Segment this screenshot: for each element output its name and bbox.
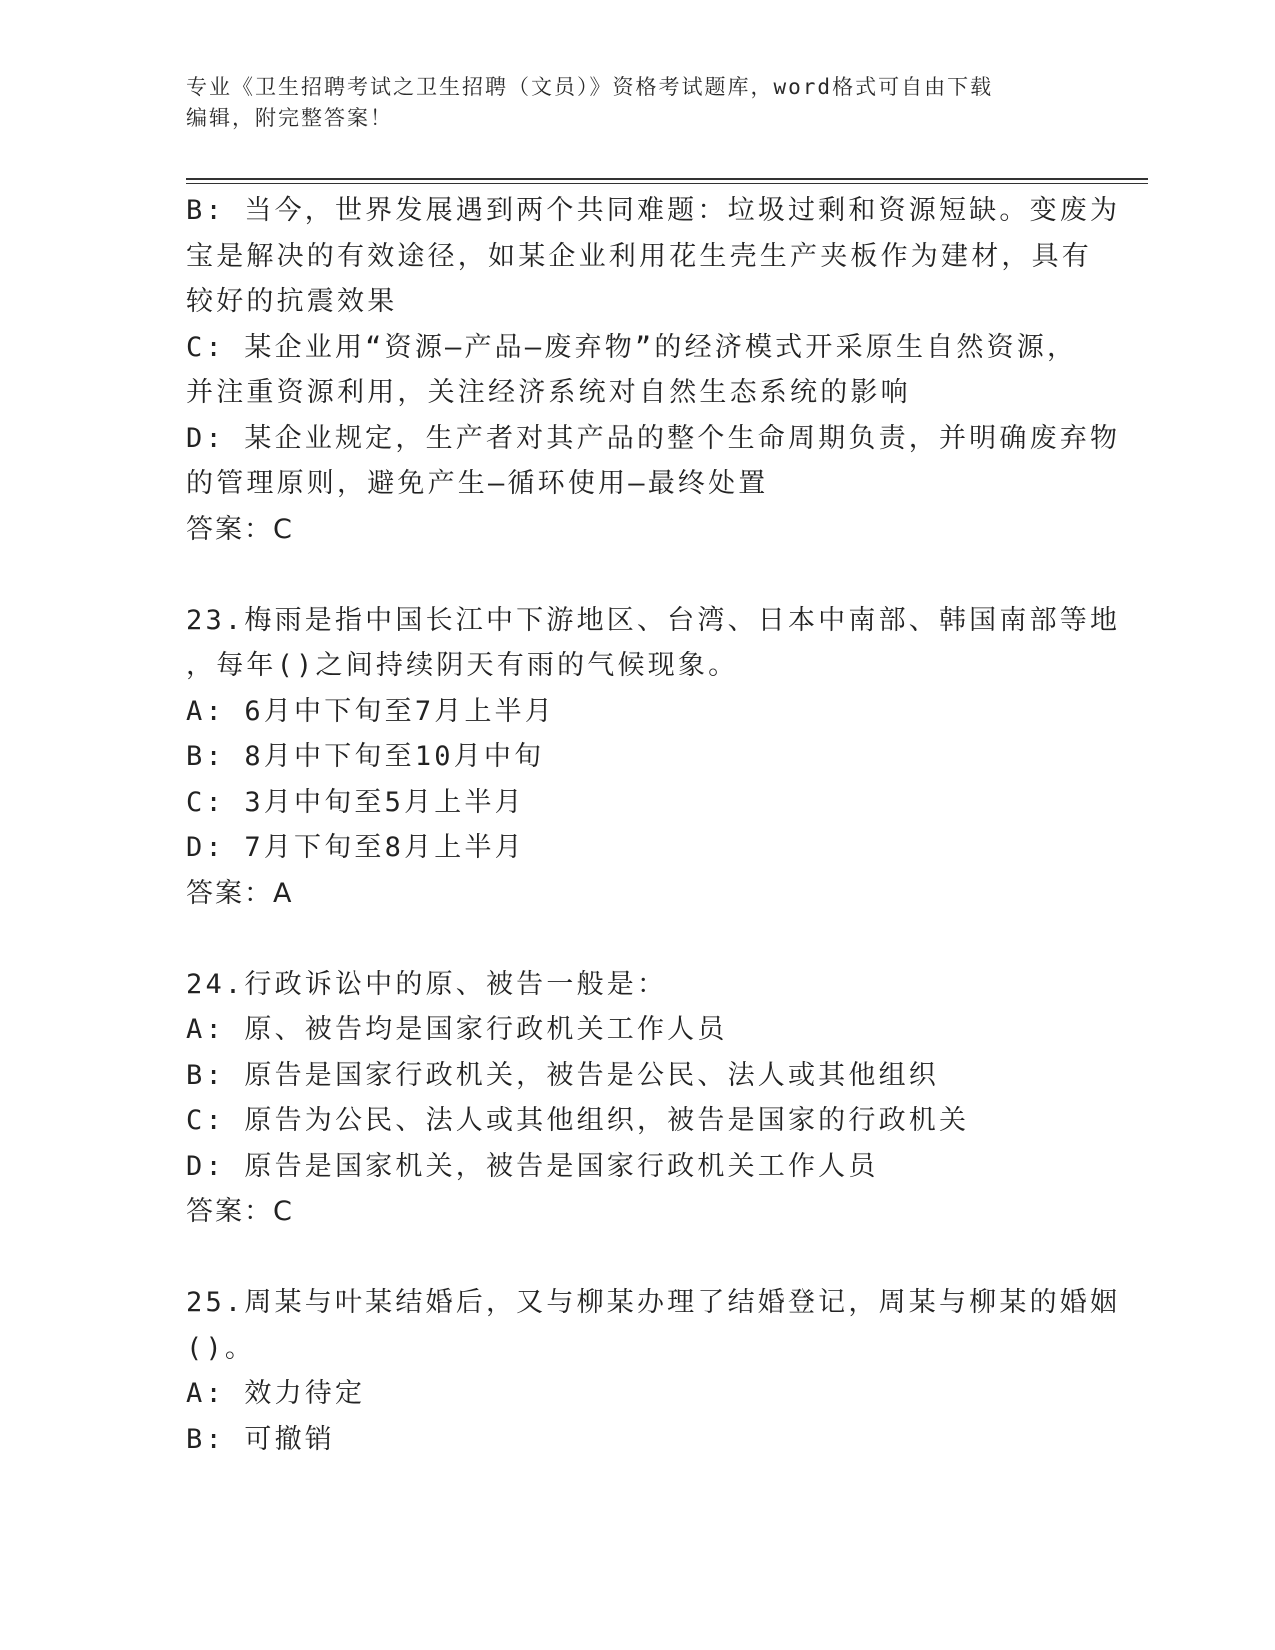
option-b: B: 8月中下旬至10月中旬 xyxy=(186,741,545,772)
option-d xyxy=(186,416,1121,507)
option-b-line-2: 宝是解决的有效途径，如某企业利用花生壳生产夹板作为建材，具有 xyxy=(186,240,1092,272)
question-23 xyxy=(186,598,1121,917)
option-c-line-2: 并注重资源利用，关注经济系统对自然生态系统的影响 xyxy=(186,377,911,408)
question-23-text-line-2: ，每年()之间持续阴天有雨的气候现象。 xyxy=(186,650,739,681)
document-header xyxy=(186,72,1066,134)
option-a: A: 效力待定 xyxy=(186,1378,366,1409)
spacer xyxy=(186,552,1086,598)
header-divider-thin xyxy=(186,183,1148,184)
question-23-text-line-1: 23.梅雨是指中国长江中下游地区、台湾、日本中南部、韩国南部等地 xyxy=(186,604,1121,636)
answer-23: 答案：A xyxy=(186,877,294,909)
option-c: C: 3月中旬至5月上半月 xyxy=(186,786,525,818)
question-24-text: 24.行政诉讼中的原、被告一般是： xyxy=(186,968,668,1000)
option-a: A: 6月中下旬至7月上半月 xyxy=(186,695,556,727)
option-b xyxy=(186,188,1121,325)
question-25-text-line-2: ()。 xyxy=(186,1332,256,1364)
spacer xyxy=(186,1235,1086,1281)
header-line-2: 编辑，附完整答案！ xyxy=(186,106,393,130)
header-divider-thick xyxy=(186,178,1148,180)
option-c-line-1: C: 某企业用“资源—产品—废弃物”的经济模式开采原生自然资源， xyxy=(186,331,1078,363)
question-25-text-line-1: 25.周某与叶某结婚后，又与柳某办理了结婚登记，周某与柳某的婚姻 xyxy=(186,1287,1121,1318)
question-25 xyxy=(186,1280,1121,1462)
option-b-line-3: 较好的抗震效果 xyxy=(186,286,398,317)
question-22 xyxy=(186,188,1121,552)
option-b: B: 可撤销 xyxy=(186,1423,335,1455)
question-24 xyxy=(186,962,1086,1235)
answer-22: 答案：C xyxy=(186,513,294,545)
option-c xyxy=(186,325,1086,416)
document-body xyxy=(186,188,1121,1462)
header-line-1: 专业《卫生招聘考试之卫生招聘（文员）》资格考试题库，word格式可自由下载 xyxy=(186,75,994,99)
option-b-line-1: B: 当今，世界发展遇到两个共同难题：垃圾过剩和资源短缺。变废为 xyxy=(186,195,1121,226)
answer-24: 答案：C xyxy=(186,1196,294,1227)
option-d-line-2: 的管理原则，避免产生—循环使用—最终处置 xyxy=(186,468,769,499)
option-b: B: 原告是国家行政机关，被告是公民、法人或其他组织 xyxy=(186,1059,939,1091)
option-c: C: 原告为公民、法人或其他组织，被告是国家的行政机关 xyxy=(186,1105,970,1136)
option-a: A: 原、被告均是国家行政机关工作人员 xyxy=(186,1014,728,1045)
option-d-line-1: D: 某企业规定，生产者对其产品的整个生命周期负责，并明确废弃物 xyxy=(186,422,1121,454)
option-d: D: 原告是国家机关，被告是国家行政机关工作人员 xyxy=(186,1150,879,1182)
option-d: D: 7月下旬至8月上半月 xyxy=(186,832,525,863)
spacer xyxy=(186,916,1086,962)
